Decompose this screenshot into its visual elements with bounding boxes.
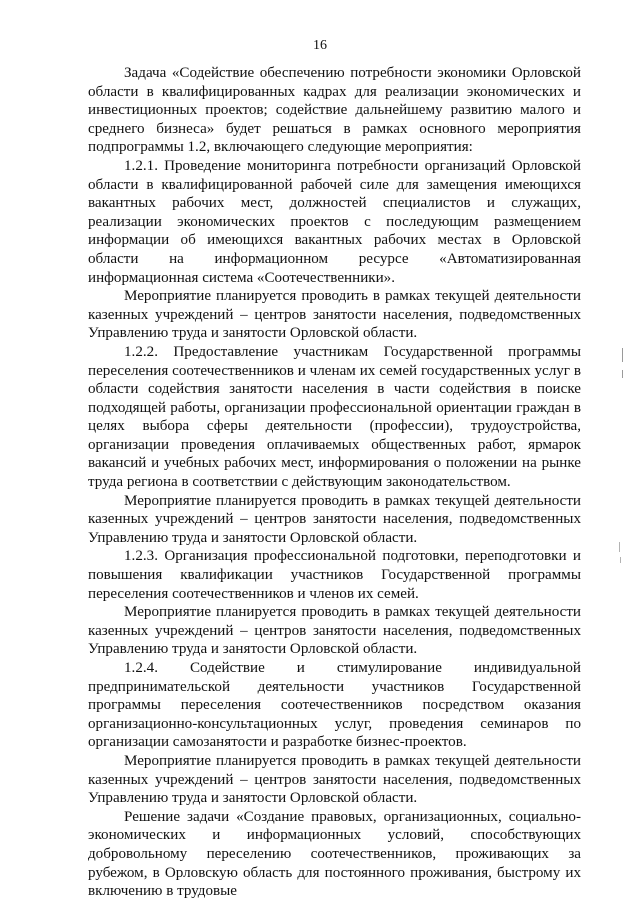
paragraph-measure-note: Мероприятие планируется проводить в рамках текущей деятельности казенных учреждений – центров занятости населения, подведомственных Управлению труда и занятости Орловской области.: [88, 604, 581, 658]
scan-artifact: [619, 542, 620, 552]
paragraph-measure-note: Мероприятие планируется проводить в рамках текущей деятельности казенных учреждений – центров занятости населения, подведомственных Управлению труда и занятости Орловской области.: [88, 752, 581, 807]
paragraph-measure-1-2-1: 1.2.1. Проведение мониторинга потребности организаций Орловской области в квалифицированной рабочей силе для замещения имеющихся вакантных рабочих мест, должностей специалистов и служащих, реализации экономических проектов с последующим размещением информации об имеющихся вакантных рабочих местах в Орловской области на информационном ресурсе «Автоматизированная информационная система «Соотечественники».: [88, 157, 581, 286]
paragraph-measure-1-2-3: 1.2.3. Организация профессиональной подготовки, переподготовки и повышения квалификации участников Государственной программы переселения соотечественников и членов их семей.: [88, 548, 581, 602]
page-number: 16: [313, 38, 327, 53]
paragraph-measure-note: Мероприятие планируется проводить в рамках текущей деятельности казенных учреждений – центров занятости населения, подведомственных Управлению труда и занятости Орловской области.: [88, 492, 581, 546]
scan-artifact: [620, 557, 621, 563]
paragraph-measure-note: Мероприятие планируется проводить в рамках текущей деятельности казенных учреждений – центров занятости населения, подведомственных Управлению труда и занятости Орловской области.: [88, 288, 581, 342]
paragraph-measure-1-2-4: 1.2.4. Содействие и стимулирование индивидуальной предпринимательской деятельности участников Государственной программы переселения соотечественников посредством оказания организационно-консультационных услуг, проведения семинаров по организации самозанятости и разработке бизнес-проектов.: [88, 660, 581, 751]
paragraph-measure-1-2-2: 1.2.2. Предоставление участникам Государственной программы переселения соотечественников и членам их семей государственных услуг в области содействия занятости населения в части содействия в поиске подходящей работы, организации профессиональной ориентации граждан в целях выбора сферы деятельности (профессии), трудоустройства, организации проведения оплачиваемых общественных работ, ярмарок вакансий и учебных рабочих мест, информирования о положении на рынке труда региона в соответствии с действующим законодательством.: [88, 343, 581, 491]
scan-artifact: [622, 370, 623, 378]
scan-artifact: [622, 348, 623, 362]
paragraph-task-intro: Задача «Содействие обеспечению потребности экономики Орловской области в квалифицированных кадрах для реализации экономических и инвестиционных проектов; содействие дальнейшему развитию малого и среднего бизнеса» будет решаться в рамках основного мероприятия подпрограммы 1.2, включающего следующие мероприятия:: [88, 65, 581, 156]
document-body: [88, 64, 581, 901]
paragraph-task-solution: Решение задачи «Создание правовых, организационных, социально-экономических и информационных условий, способствующих добровольному переселению соотечественников, проживающих за рубежом, в Орловскую область для постоянного проживания, быстрому их включению в трудовые: [88, 808, 581, 900]
